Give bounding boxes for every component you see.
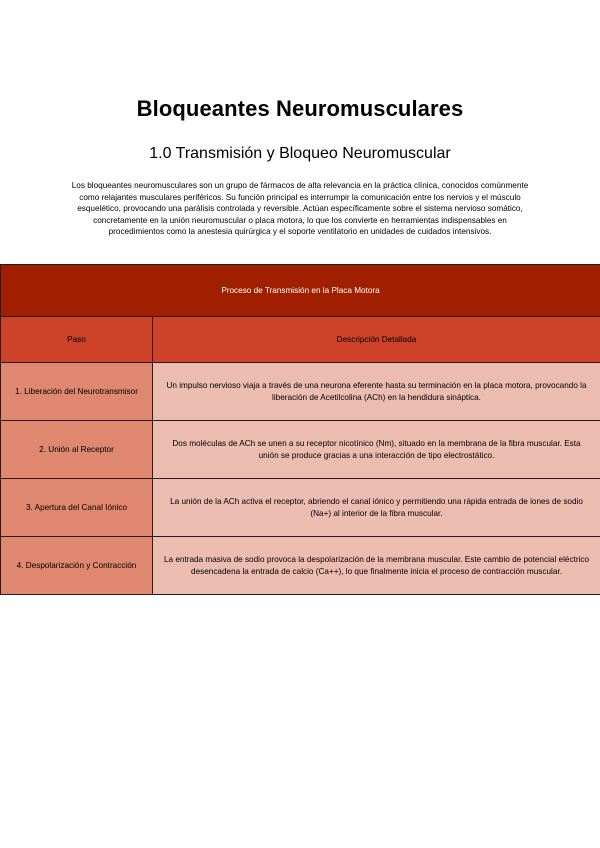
- step-cell: 2. Unión al Receptor: [1, 421, 153, 479]
- step-cell: 4. Despolarización y Contracción: [1, 537, 153, 595]
- description-cell: La unión de la ACh activa el receptor, abriendo el canal iónico y permitiendo una rápida entrada de iones de sodio (Na+) al interior de la fibra muscular.: [153, 479, 600, 537]
- description-cell: Un impulso nervioso viaja a través de una neurona eferente hasta su terminación en la placa motora, provocando la liberación de Acetilcolina (ACh) en la hendidura sináptica.: [153, 363, 600, 421]
- header-description: Descripción Detallada: [153, 317, 600, 363]
- section-title: 1.0 Transmisión y Bloqueo Neuromuscular: [149, 145, 451, 162]
- table-caption: Proceso de Transmisión en la Placa Motora: [1, 265, 600, 317]
- page-title: Bloqueantes Neuromusculares: [136, 96, 464, 121]
- table-caption-row: [1, 265, 600, 317]
- step-cell: 3. Apertura del Canal Iónico: [1, 479, 153, 537]
- description-cell: Dos moléculas de ACh se unen a su receptor nicotínico (Nm), situado en la membrana de la fibra muscular. Esta unión se produce gracias a una interacción de tipo electrostático.: [153, 421, 600, 479]
- intro-paragraph: Los bloqueantes neuromusculares son un grupo de fármacos de alta relevancia en la práctica clínica, conocidos comúnmente como relajantes musculares periféricos. Su función principal es interrumpir la comunicación entre los nervios y el músculo esquelético, provocando una parálisis controlada y reversible. Actúan específicamente sobre el sistema nervioso somático, concretamente en la unión neuromuscular o placa motora, lo que los convierte en herramientas indispensables en procedimientos como la anestesia quirúrgica y el soporte ventilatorio en unidades de cuidados intensivos.: [71, 181, 529, 237]
- table-row: [1, 479, 600, 537]
- description-cell: La entrada masiva de sodio provoca la despolarización de la membrana muscular. Este cambio de potencial eléctrico desencadena la entrada de calcio (Ca++), lo que finalmente inicia el proceso de contracción muscular.: [153, 537, 600, 595]
- header-step: Paso: [1, 317, 153, 363]
- table-header-row: [1, 317, 600, 363]
- step-cell: 1. Liberación del Neurotransmisor: [1, 363, 153, 421]
- table-row: [1, 421, 600, 479]
- table-row: [1, 537, 600, 595]
- table-row: [1, 363, 600, 421]
- process-table: [0, 264, 600, 595]
